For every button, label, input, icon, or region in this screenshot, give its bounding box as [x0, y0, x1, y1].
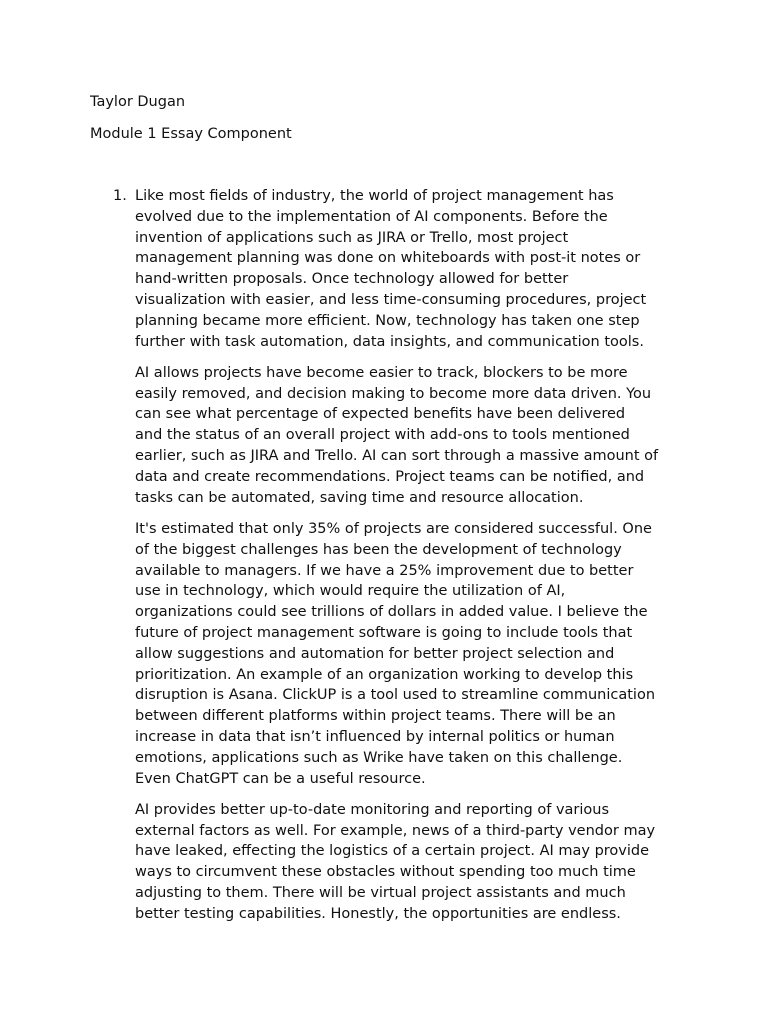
author-name: Taylor Dugan: [90, 94, 186, 110]
text-line: AI provides better up-to-date monitoring and reporting of various: [135, 801, 610, 818]
text-line: and the status of an overall project with add-ons to tools mentioned: [135, 427, 630, 444]
text-line: between different platforms within project teams. There will be an: [135, 708, 616, 725]
paragraph-2: [135, 363, 683, 509]
text-line: management planning was done on whiteboards with post-it notes or: [135, 250, 641, 267]
text-line: easily removed, and decision making to become more data driven. You: [135, 385, 652, 402]
text-line: of the biggest challenges has been the development of technology: [135, 541, 622, 558]
text-line: earlier, such as JIRA and Trello. AI can sort through a massive amount of: [135, 448, 659, 465]
text-line: better testing capabilities. Honestly, the opportunities are endless.: [135, 905, 621, 922]
essay-body: [135, 186, 683, 935]
text-line: data and create recommendations. Project teams can be notified, and: [135, 468, 645, 485]
text-line: available to managers. If we have a 25% improvement due to better: [135, 562, 634, 579]
text-line: have leaked, effecting the logistics of a certain project. AI may provide: [135, 843, 650, 860]
text-line: external factors as well. For example, news of a third-party vendor may: [135, 822, 656, 839]
paragraph-3: [135, 519, 683, 789]
text-line: future of project management software is going to include tools that: [135, 624, 633, 641]
text-line: emotions, applications such as Wrike have taken on this challenge.: [135, 749, 623, 766]
text-line: allow suggestions and automation for better project selection and: [135, 645, 615, 662]
text-line: visualization with easier, and less time-consuming procedures, project: [135, 291, 647, 308]
text-line: Like most fields of industry, the world of project management has: [135, 188, 614, 204]
list-number: 1.: [113, 188, 127, 204]
paragraph-1: [135, 186, 683, 352]
text-line: organizations could see trillions of dollars in added value. I believe the: [135, 604, 648, 621]
text-line: disruption is Asana. ClickUP is a tool used to streamline communication: [135, 687, 656, 704]
text-line: Even ChatGPT can be a useful resource.: [135, 770, 426, 787]
text-line: prioritization. An example of an organization working to develop this: [135, 666, 634, 683]
text-line: invention of applications such as JIRA or Trello, most project: [135, 229, 569, 246]
text-line: hand-written proposals. Once technology allowed for better: [135, 271, 569, 288]
text-line: It's estimated that only 35% of projects are considered successful. One: [135, 520, 652, 537]
paragraph-4: [135, 800, 683, 925]
document-title: Module 1 Essay Component: [90, 126, 292, 142]
text-line: adjusting to them. There will be virtual project assistants and much: [135, 885, 626, 901]
text-line: ways to circumvent these obstacles without spending too much time: [135, 864, 636, 881]
text-line: tasks can be automated, saving time and resource allocation.: [135, 489, 584, 506]
text-line: evolved due to the implementation of AI components. Before the: [135, 208, 608, 225]
text-line: further with task automation, data insights, and communication tools.: [135, 333, 644, 350]
text-line: use in technology, which would require the utilization of AI,: [135, 583, 566, 600]
text-line: can see what percentage of expected benefits have been delivered: [135, 406, 626, 423]
text-line: planning became more efficient. Now, technology has taken one step: [135, 312, 640, 329]
text-line: AI allows projects have become easier to track, blockers to be more: [135, 364, 628, 381]
text-line: increase in data that isn’t influenced by internal politics or human: [135, 728, 615, 745]
